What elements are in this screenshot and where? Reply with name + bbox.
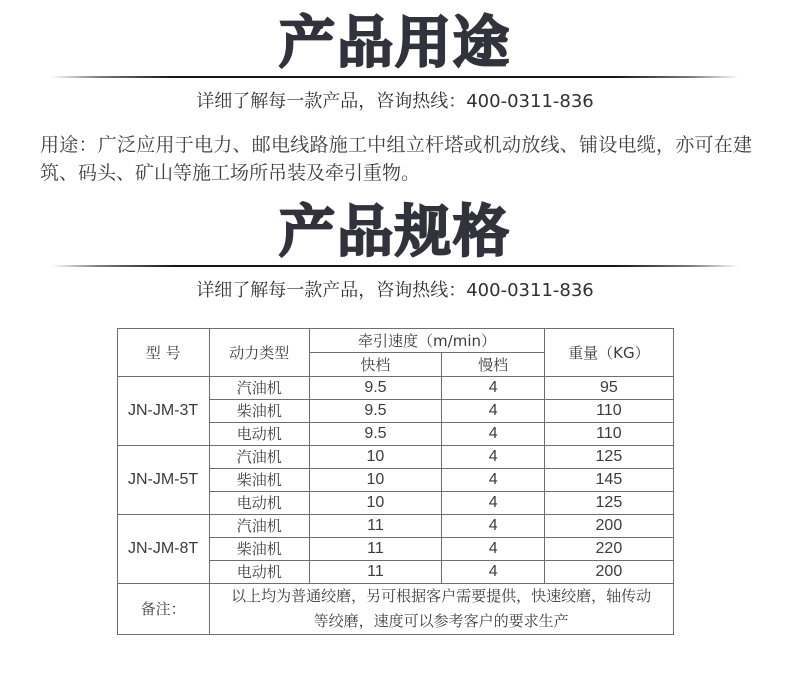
fast-speed-cell: 9.5 <box>309 423 441 446</box>
note-text-cell <box>209 584 673 635</box>
power-cell: 汽油机 <box>209 446 309 469</box>
specs-title-divider <box>51 265 739 267</box>
usage-hotline-text: 详细了解每一款产品，咨询热线：400-0311-836 <box>196 91 594 112</box>
slow-speed-cell: 4 <box>442 377 545 400</box>
fast-speed-cell: 9.5 <box>309 400 441 423</box>
power-cell: 电动机 <box>209 492 309 515</box>
product-page <box>0 11 790 635</box>
weight-cell: 200 <box>545 515 673 538</box>
header-fast-gear: 快档 <box>309 353 441 377</box>
header-model: 型 号 <box>117 329 209 377</box>
fast-speed-cell: 10 <box>309 469 441 492</box>
model-cell: JN-JM-3T <box>117 377 209 446</box>
specs-hotline-text: 详细了解每一款产品，咨询热线：400-0311-836 <box>196 280 594 301</box>
slow-speed-cell: 4 <box>442 515 545 538</box>
power-cell: 汽油机 <box>209 515 309 538</box>
header-power-type: 动力类型 <box>209 329 309 377</box>
slow-speed-cell: 4 <box>442 538 545 561</box>
section-product-usage <box>0 11 790 187</box>
weight-cell: 200 <box>545 561 673 584</box>
header-speed-group: 牵引速度（m/min） <box>309 329 544 353</box>
note-label-cell: 备注： <box>117 584 209 635</box>
header-weight: 重量（KG） <box>545 329 673 377</box>
weight-cell: 110 <box>545 400 673 423</box>
specs-section-title: 产品规格 <box>279 200 511 265</box>
power-cell: 柴油机 <box>209 538 309 561</box>
slow-speed-cell: 4 <box>442 423 545 446</box>
weight-cell: 145 <box>545 469 673 492</box>
section-product-specs <box>0 200 790 635</box>
note-line-2: 等绞磨，速度可以参考客户的要求生产 <box>313 612 569 630</box>
weight-cell: 95 <box>545 377 673 400</box>
header-slow-gear: 慢档 <box>442 353 545 377</box>
model-cell: JN-JM-5T <box>117 446 209 515</box>
note-line-1: 以上均为普通绞磨，另可根据客户需要提供，快速绞磨，轴传动 <box>231 587 652 605</box>
usage-title-divider <box>51 76 739 78</box>
table-note-row <box>117 584 673 635</box>
slow-speed-cell: 4 <box>442 446 545 469</box>
table-row <box>117 446 673 469</box>
spec-table <box>117 328 674 635</box>
weight-cell: 220 <box>545 538 673 561</box>
model-cell: JN-JM-8T <box>117 515 209 584</box>
fast-speed-cell: 11 <box>309 538 441 561</box>
power-cell: 柴油机 <box>209 400 309 423</box>
table-header-row-1 <box>117 329 673 353</box>
power-cell: 柴油机 <box>209 469 309 492</box>
fast-speed-cell: 11 <box>309 515 441 538</box>
slow-speed-cell: 4 <box>442 469 545 492</box>
usage-section-title: 产品用途 <box>279 11 511 76</box>
power-cell: 电动机 <box>209 423 309 446</box>
fast-speed-cell: 10 <box>309 492 441 515</box>
slow-speed-cell: 4 <box>442 400 545 423</box>
fast-speed-cell: 9.5 <box>309 377 441 400</box>
weight-cell: 125 <box>545 446 673 469</box>
fast-speed-cell: 11 <box>309 561 441 584</box>
power-cell: 电动机 <box>209 561 309 584</box>
table-row <box>117 515 673 538</box>
weight-cell: 125 <box>545 492 673 515</box>
power-cell: 汽油机 <box>209 377 309 400</box>
table-row <box>117 377 673 400</box>
fast-speed-cell: 10 <box>309 446 441 469</box>
slow-speed-cell: 4 <box>442 492 545 515</box>
weight-cell: 110 <box>545 423 673 446</box>
slow-speed-cell: 4 <box>442 561 545 584</box>
usage-description-paragraph: 用途：广泛应用于电力、邮电线路施工中组立杆塔或机动放线、铺设电缆，亦可在建筑、码头、矿山等施工场所吊装及牵引重物。 <box>40 134 752 184</box>
